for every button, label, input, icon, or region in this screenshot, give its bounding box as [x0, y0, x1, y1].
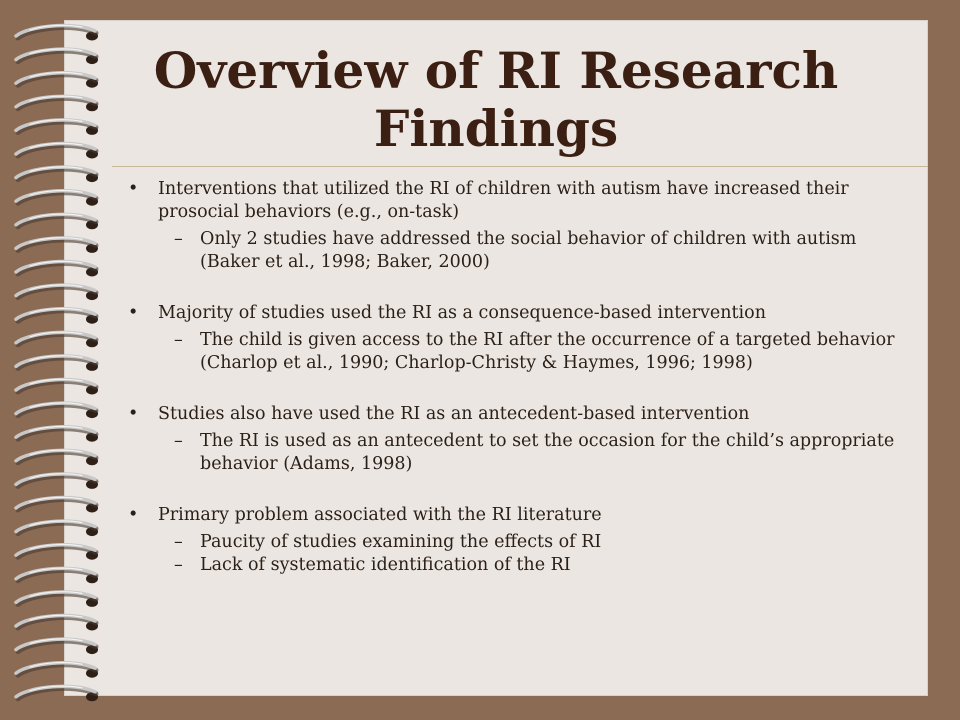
- dash-marker: –: [174, 555, 183, 575]
- sub-item: [116, 531, 906, 554]
- spiral-binding-icon: [0, 14, 120, 704]
- bullet-item-1: [116, 178, 906, 224]
- binding-ring-icon: [16, 427, 98, 442]
- binding-ring-icon: [16, 474, 98, 489]
- binding-ring-icon: [16, 214, 98, 229]
- binding-ring-icon: [16, 615, 98, 630]
- bullet-text: Studies also have used the RI as an antecedent-based intervention: [158, 404, 750, 424]
- bullet-text: Interventions that utilized the RI of children with autism have increased their prosocial behaviors (e.g., on-task): [158, 179, 849, 222]
- binding-ring-icon: [16, 261, 98, 276]
- binding-ring-icon: [16, 25, 98, 40]
- sub-item: [116, 430, 906, 476]
- dash-marker: –: [174, 532, 183, 552]
- sub-item-text: Paucity of studies examining the effects of RI: [200, 532, 602, 552]
- binding-ring-icon: [16, 545, 98, 560]
- binding-ring-icon: [16, 167, 98, 182]
- binding-ring-icon: [16, 332, 98, 347]
- binding-ring-icon: [16, 285, 98, 300]
- binding-ring-icon: [16, 379, 98, 394]
- binding-ring-icon: [16, 686, 98, 701]
- sub-item: [116, 329, 906, 375]
- binding-ring-icon: [16, 120, 98, 135]
- dash-marker: –: [174, 330, 183, 350]
- binding-ring-icon: [16, 497, 98, 512]
- slide-title: Overview of RI Research Findings: [153, 41, 839, 158]
- slide-page: [64, 20, 928, 696]
- binding-ring-icon: [16, 568, 98, 583]
- bullet-item-2: [116, 302, 906, 325]
- bullet-item-3: [116, 403, 906, 426]
- binding-ring-icon: [16, 191, 98, 206]
- binding-ring-icon: [16, 49, 98, 64]
- binding-ring-icon: [16, 143, 98, 158]
- sub-item-text: The child is given access to the RI after the occurrence of a targeted behavior (Charlop et al., 1990; Charlop-Christy & Haymes, 1996; 1998): [200, 330, 895, 373]
- sub-item: [116, 228, 906, 274]
- binding-ring-icon: [16, 96, 98, 111]
- binding-ring-icon: [16, 309, 98, 324]
- dash-marker: –: [174, 431, 183, 451]
- binding-ring-icon: [16, 521, 98, 536]
- bullet-text: Primary problem associated with the RI literature: [158, 505, 602, 525]
- dash-marker: –: [174, 229, 183, 249]
- binding-ring-icon: [16, 639, 98, 654]
- sub-item: [116, 554, 906, 577]
- binding-ring-icon: [16, 663, 98, 678]
- bullet-marker: •: [128, 303, 139, 323]
- binding-ring-icon: [16, 238, 98, 253]
- bullet-marker: •: [128, 179, 139, 199]
- bullet-text: Majority of studies used the RI as a consequence-based intervention: [158, 303, 766, 323]
- binding-ring-icon: [16, 450, 98, 465]
- title-divider: [112, 166, 928, 167]
- sub-item-text: The RI is used as an antecedent to set the occasion for the child’s appropriate behavior (Adams, 1998): [200, 431, 895, 474]
- bullet-marker: •: [128, 404, 139, 424]
- binding-ring-icon: [16, 356, 98, 371]
- bullet-item-4: [116, 504, 906, 527]
- binding-ring-icon: [16, 403, 98, 418]
- sub-item-text: Lack of systematic identification of the RI: [200, 555, 571, 575]
- binding-ring-icon: [16, 592, 98, 607]
- sub-item-text: Only 2 studies have addressed the social behavior of children with autism (Baker et al., 1998; Baker, 2000): [200, 229, 857, 272]
- bullet-list: [116, 178, 906, 577]
- bullet-marker: •: [128, 505, 139, 525]
- binding-ring-icon: [16, 73, 98, 88]
